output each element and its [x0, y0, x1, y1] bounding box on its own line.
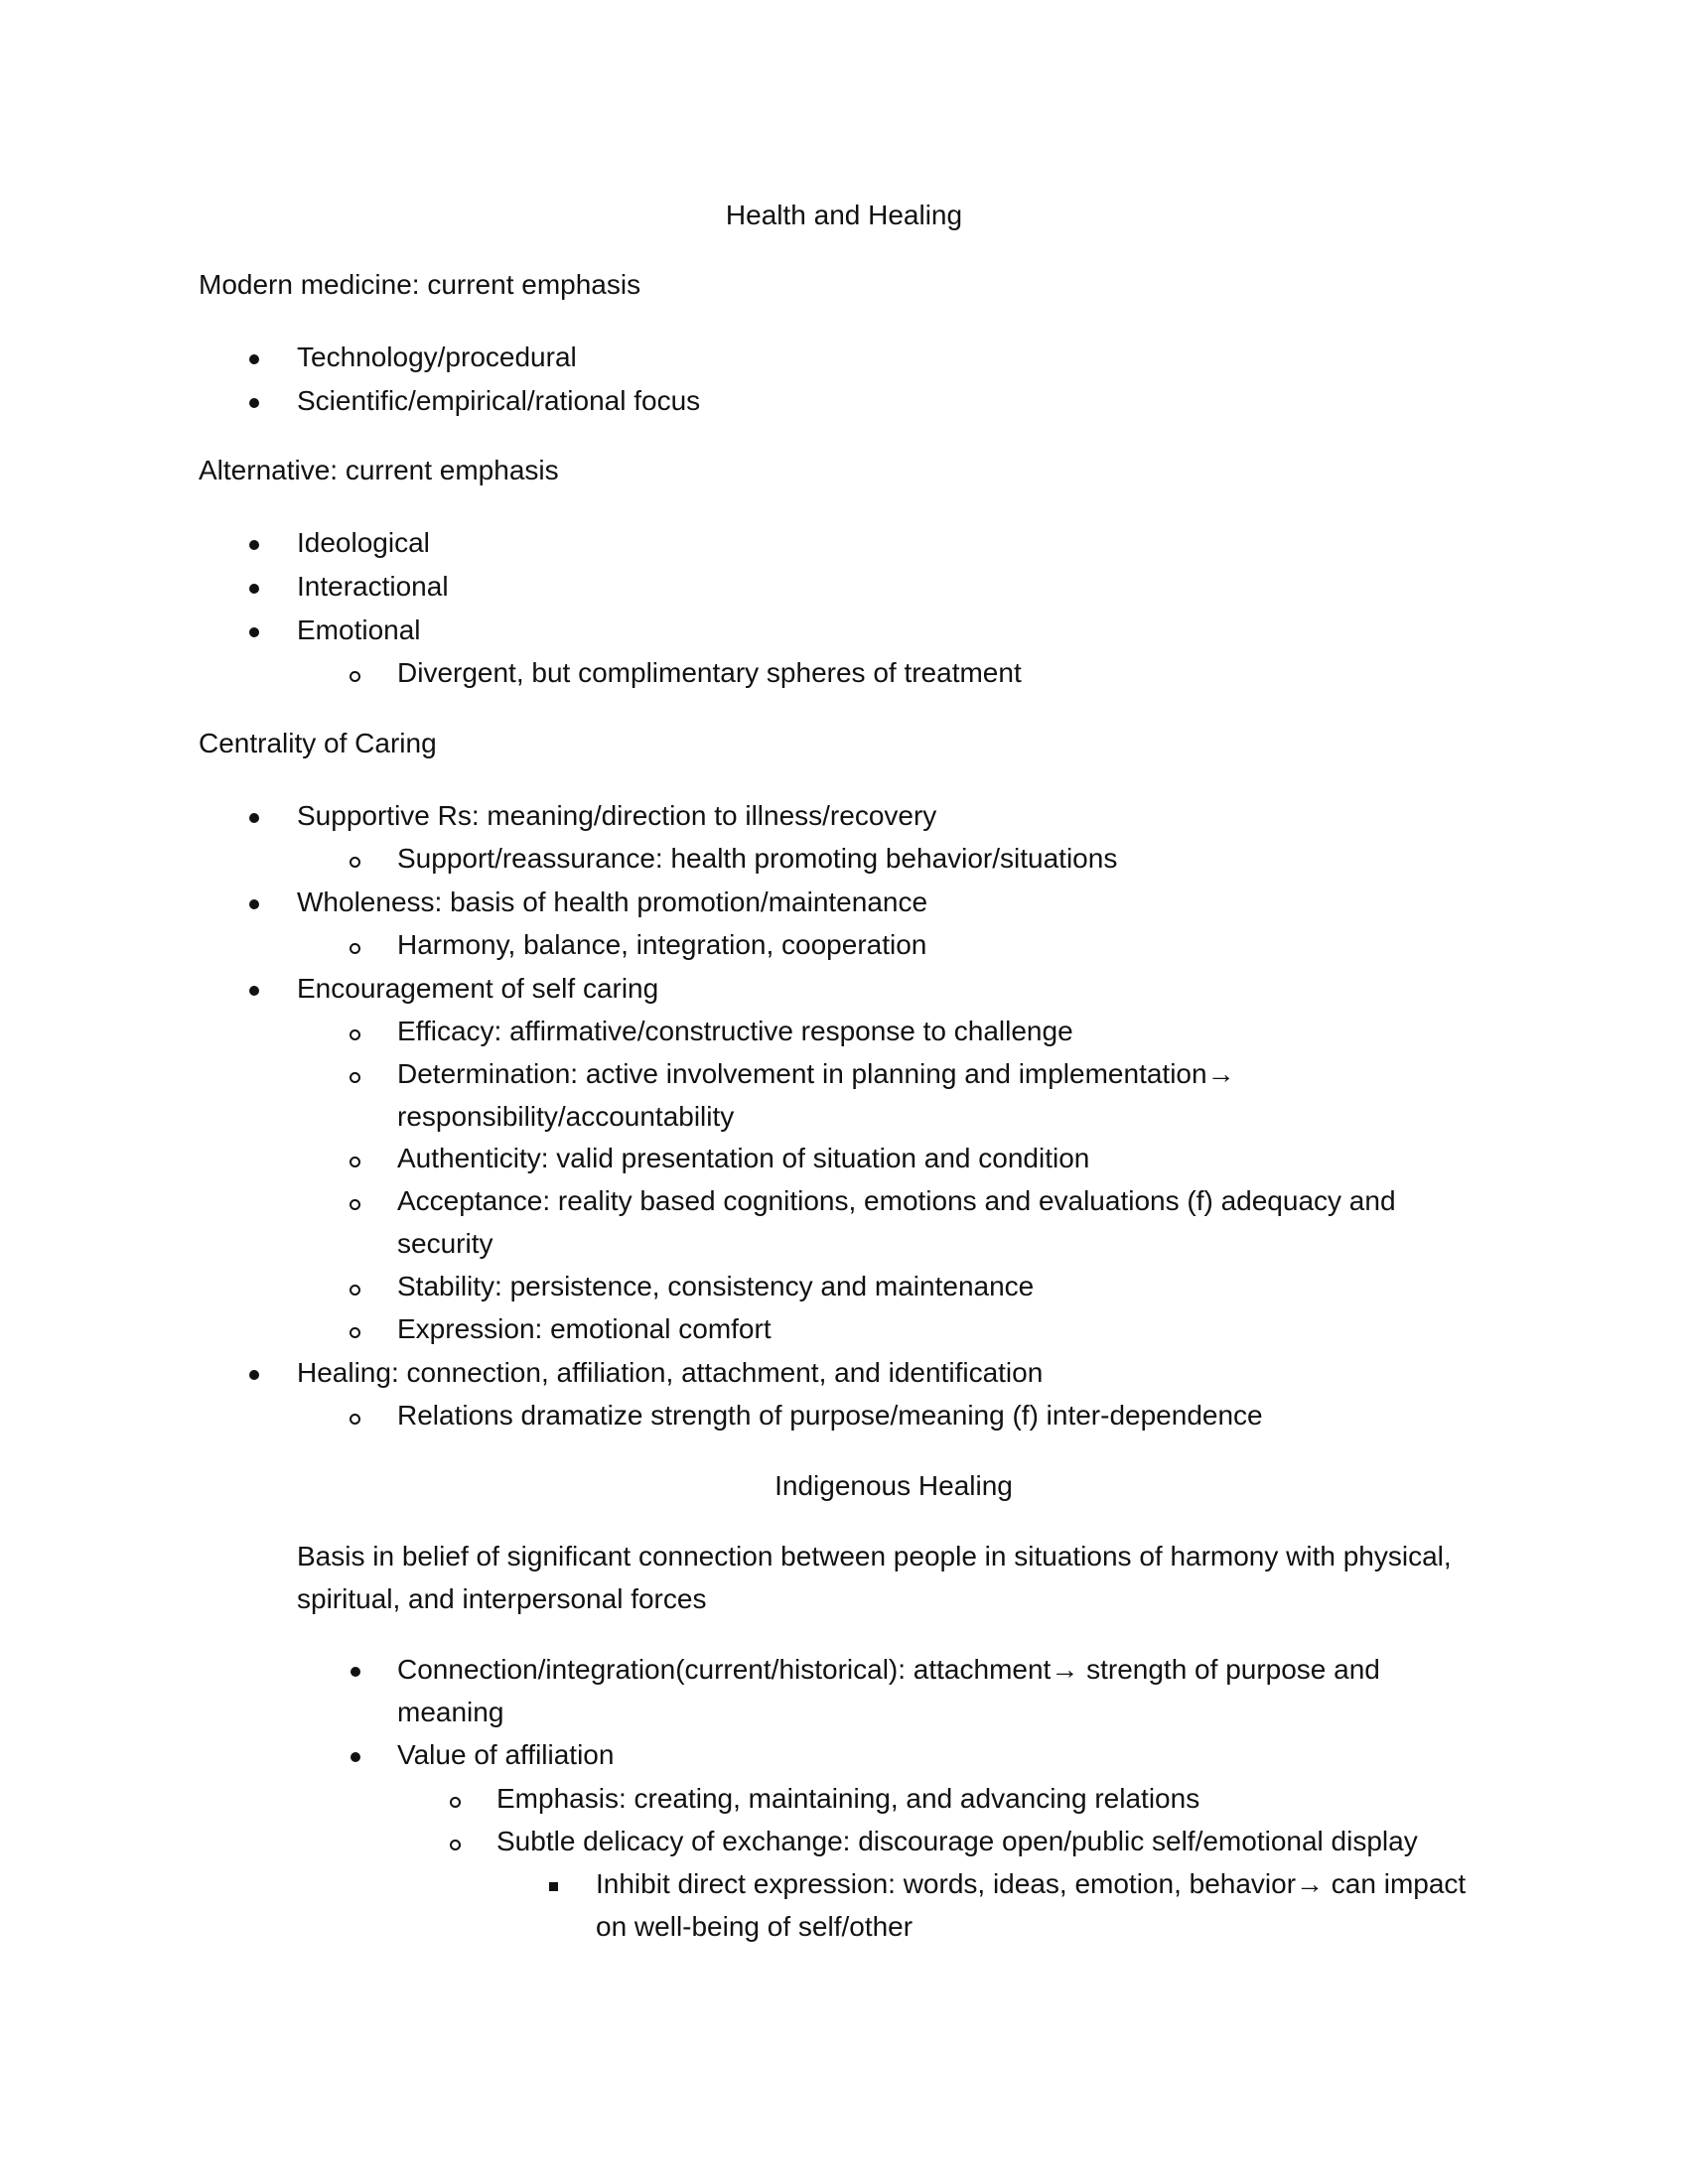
section-heading-modern: Modern medicine: current emphasis — [199, 269, 641, 300]
section-heading-indigenous: Indigenous Healing — [774, 1470, 1013, 1501]
list-item: Scientific/empirical/rational focus — [297, 385, 701, 416]
bullet-icon — [249, 899, 259, 909]
page-title: Health and Healing — [725, 200, 963, 230]
sub-list-item: Harmony, balance, integration, cooperation — [397, 929, 927, 960]
list-item: Supportive Rs: meaning/direction to illness/recovery — [297, 800, 937, 831]
list-item: Wholeness: basis of health promotion/maintenance — [297, 887, 928, 917]
sub-sub-list-item-continuation: on well-being of self/other — [596, 1911, 914, 1942]
sub-list-item-continuation: responsibility/accountability — [397, 1101, 735, 1132]
bullet-icon — [249, 986, 259, 996]
bullet-icon — [351, 1752, 360, 1762]
section-heading-alternative: Alternative: current emphasis — [199, 455, 559, 485]
list-item: Connection/integration(current/historical): attachment→ strength of purpose and — [397, 1654, 1380, 1685]
sub-sub-list-item: Inhibit direct expression: words, ideas, emotion, behavior→ can impact — [596, 1868, 1467, 1899]
list-item-continuation: meaning — [397, 1697, 504, 1727]
intro-paragraph-line: spiritual, and interpersonal forces — [297, 1583, 707, 1614]
bullet-icon — [249, 627, 259, 637]
bullet-icon — [249, 398, 259, 408]
bullet-icon — [249, 584, 259, 594]
sub-list-item: Determination: active involvement in planning and implementation→ — [397, 1058, 1235, 1089]
sub-list-item: Acceptance: reality based cognitions, emotions and evaluations (f) adequacy and — [397, 1185, 1396, 1216]
bullet-icon — [351, 1667, 360, 1677]
sub-list-item-continuation: security — [397, 1228, 493, 1259]
list-item: Ideological — [297, 527, 430, 558]
circle-bullet-icon — [350, 1199, 360, 1210]
circle-bullet-icon — [350, 1157, 360, 1167]
list-item: Healing: connection, affiliation, attachment, and identification — [297, 1357, 1044, 1388]
sub-list-item: Divergent, but complimentary spheres of treatment — [397, 657, 1022, 688]
square-bullet-icon — [549, 1882, 558, 1891]
bullet-icon — [249, 354, 259, 364]
circle-bullet-icon — [450, 1840, 461, 1850]
bullet-icon — [249, 540, 259, 550]
circle-bullet-icon — [350, 1285, 360, 1296]
bullet-icon — [249, 1370, 259, 1380]
circle-bullet-icon — [350, 671, 360, 682]
intro-paragraph-line: Basis in belief of significant connection between people in situations of harmony with physical, — [297, 1541, 1452, 1571]
circle-bullet-icon — [350, 943, 360, 954]
sub-list-item: Stability: persistence, consistency and maintenance — [397, 1271, 1035, 1301]
sub-list-item: Subtle delicacy of exchange: discourage open/public self/emotional display — [496, 1826, 1418, 1856]
circle-bullet-icon — [350, 857, 360, 868]
circle-bullet-icon — [350, 1072, 360, 1083]
sub-list-item: Efficacy: affirmative/constructive response to challenge — [397, 1016, 1073, 1046]
circle-bullet-icon — [350, 1414, 360, 1425]
sub-list-item: Expression: emotional comfort — [397, 1313, 772, 1344]
list-item: Encouragement of self caring — [297, 973, 659, 1004]
list-item: Interactional — [297, 571, 449, 602]
section-heading-caring: Centrality of Caring — [199, 728, 437, 758]
list-item: Technology/procedural — [297, 341, 577, 372]
sub-list-item: Support/reassurance: health promoting behavior/situations — [397, 843, 1118, 874]
sub-list-item: Authenticity: valid presentation of situation and condition — [397, 1143, 1090, 1173]
circle-bullet-icon — [450, 1797, 461, 1808]
sub-list-item: Relations dramatize strength of purpose/meaning (f) inter-dependence — [397, 1400, 1263, 1431]
list-item: Value of affiliation — [397, 1739, 615, 1770]
circle-bullet-icon — [350, 1029, 360, 1040]
circle-bullet-icon — [350, 1327, 360, 1338]
bullet-icon — [249, 813, 259, 823]
sub-list-item: Emphasis: creating, maintaining, and advancing relations — [496, 1783, 1200, 1814]
list-item: Emotional — [297, 614, 421, 645]
